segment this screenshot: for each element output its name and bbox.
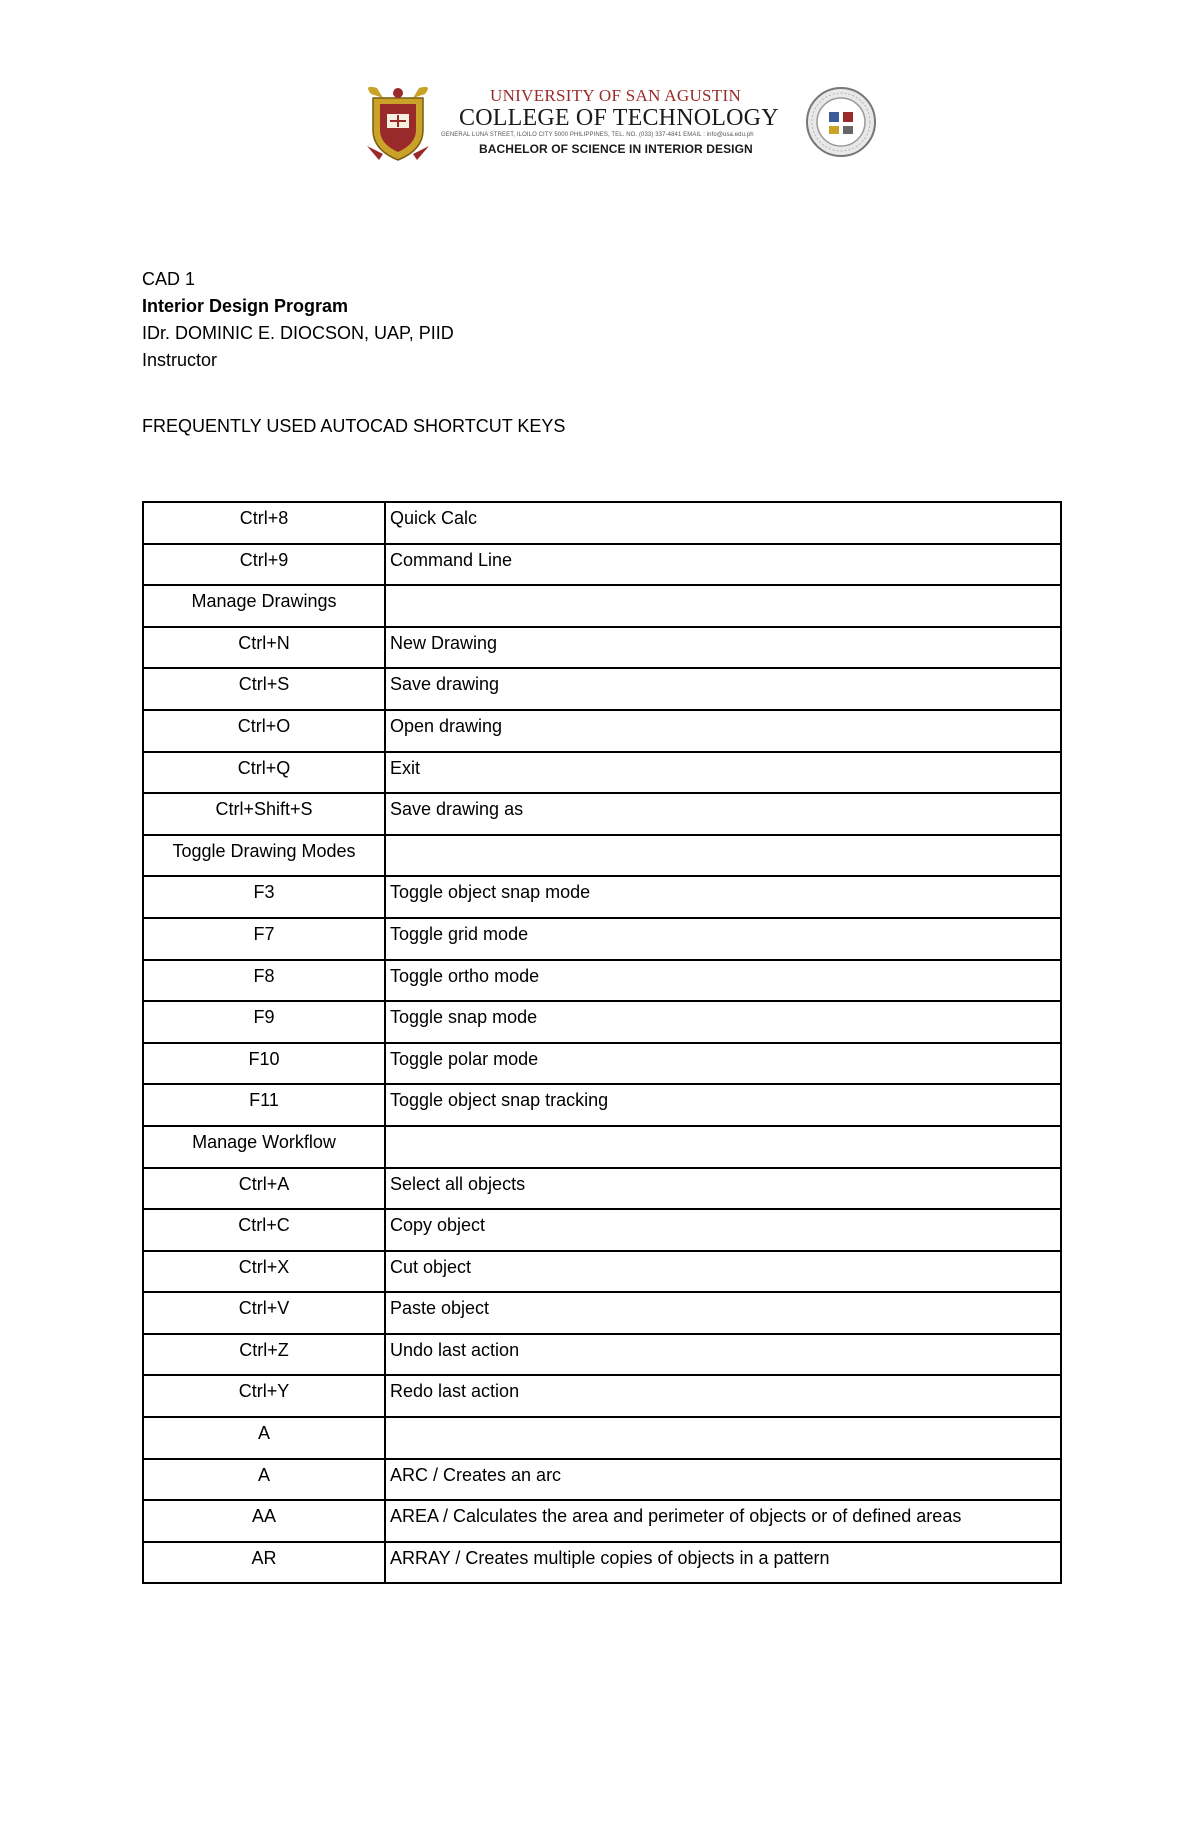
table-row [143, 1500, 1061, 1542]
shortcut-key-cell: Ctrl+A [143, 1168, 385, 1210]
table-row [143, 752, 1061, 794]
table-row [143, 1043, 1061, 1085]
shortcut-key-cell: F9 [143, 1001, 385, 1043]
table-row [143, 876, 1061, 918]
university-name: UNIVERSITY OF SAN AGUSTIN [490, 86, 742, 105]
table-row [143, 710, 1061, 752]
table-row [143, 1292, 1061, 1334]
shortcut-description-cell: Toggle object snap mode [385, 876, 1061, 918]
table-row [143, 668, 1061, 710]
shortcut-key-cell: Ctrl+Z [143, 1334, 385, 1376]
shortcut-key-cell: F3 [143, 876, 385, 918]
shortcut-description-cell: Toggle snap mode [385, 1001, 1061, 1043]
shortcut-key-cell: Ctrl+Shift+S [143, 793, 385, 835]
shortcut-key-cell: Ctrl+O [143, 710, 385, 752]
shortcut-description-cell: Toggle polar mode [385, 1043, 1061, 1085]
shortcut-key-cell: AA [143, 1500, 385, 1542]
table-row [143, 1001, 1061, 1043]
shortcut-key-cell: Ctrl+C [143, 1209, 385, 1251]
shortcut-description-cell: Redo last action [385, 1375, 1061, 1417]
table-row [143, 502, 1061, 544]
shortcut-description-cell: Paste object [385, 1292, 1061, 1334]
shortcut-description-cell: Quick Calc [385, 502, 1061, 544]
shortcut-key-cell: Ctrl+X [143, 1251, 385, 1293]
shortcut-key-cell: F11 [143, 1084, 385, 1126]
shortcut-description-cell [385, 1417, 1061, 1459]
table-row [143, 585, 1061, 627]
instructor-name: IDr. DOMINIC E. DIOCSON, UAP, PIID [142, 323, 454, 343]
shortcut-description-cell: Select all objects [385, 1168, 1061, 1210]
shortcut-description-cell: Toggle object snap tracking [385, 1084, 1061, 1126]
shortcut-key-cell: Ctrl+Y [143, 1375, 385, 1417]
shortcut-table-body [143, 502, 1061, 1583]
table-row [143, 1251, 1061, 1293]
shortcut-description-cell: Save drawing [385, 668, 1061, 710]
shortcut-description-cell: ARC / Creates an arc [385, 1459, 1061, 1501]
shortcut-description-cell: Command Line [385, 544, 1061, 586]
shortcut-key-cell: F8 [143, 960, 385, 1002]
degree-program: BACHELOR OF SCIENCE IN INTERIOR DESIGN [479, 142, 753, 156]
shortcut-key-cell: F10 [143, 1043, 385, 1085]
shortcut-key-cell: AR [143, 1542, 385, 1584]
table-row [143, 1459, 1061, 1501]
shortcut-description-cell: Copy object [385, 1209, 1061, 1251]
shortcut-description-cell: Save drawing as [385, 793, 1061, 835]
table-row [143, 1417, 1061, 1459]
table-row [143, 1334, 1061, 1376]
table-row [143, 960, 1061, 1002]
table-row [143, 793, 1061, 835]
document-title: FREQUENTLY USED AUTOCAD SHORTCUT KEYS [142, 416, 566, 436]
table-row [143, 1209, 1061, 1251]
table-row [143, 1084, 1061, 1126]
shortcut-description-cell: ARRAY / Creates multiple copies of objects in a pattern [385, 1542, 1061, 1584]
shortcut-description-cell [385, 1126, 1061, 1168]
shortcut-key-cell: Manage Workflow [143, 1126, 385, 1168]
table-row [143, 1168, 1061, 1210]
shortcut-description-cell: Undo last action [385, 1334, 1061, 1376]
shortcut-key-cell: Toggle Drawing Modes [143, 835, 385, 877]
shortcut-key-cell: Ctrl+S [143, 668, 385, 710]
table-row [143, 1542, 1061, 1584]
program-name: Interior Design Program [142, 296, 349, 316]
shortcut-description-cell: Toggle grid mode [385, 918, 1061, 960]
shortcut-key-cell: Ctrl+9 [143, 544, 385, 586]
shortcut-key-cell: F7 [143, 918, 385, 960]
table-row [143, 1375, 1061, 1417]
shortcut-key-cell: A [143, 1417, 385, 1459]
shortcut-key-cell: A [143, 1459, 385, 1501]
course-code: CAD 1 [142, 269, 196, 289]
shortcut-table [142, 501, 1062, 1584]
instructor-role: Instructor [142, 350, 218, 370]
shortcut-key-cell: Ctrl+8 [143, 502, 385, 544]
shortcut-key-cell: Manage Drawings [143, 585, 385, 627]
table-row [143, 544, 1061, 586]
shortcut-description-cell [385, 585, 1061, 627]
shortcut-description-cell: AREA / Calculates the area and perimeter of objects or of defined areas [385, 1500, 1061, 1542]
shortcut-key-cell: Ctrl+V [143, 1292, 385, 1334]
table-row [143, 627, 1061, 669]
college-seal-logo [805, 86, 877, 158]
shortcut-description-cell: Exit [385, 752, 1061, 794]
college-address: GENERAL LUNA STREET, ILOILO CITY 5000 PHILIPPINES, TEL. NO. (033) 337-4841 EMAIL : info@usa.edu.ph [441, 132, 754, 138]
letterhead [355, 78, 875, 178]
shortcut-description-cell: Toggle ortho mode [385, 960, 1061, 1002]
shortcut-description-cell: Open drawing [385, 710, 1061, 752]
college-name: COLLEGE OF TECHNOLOGY [459, 105, 779, 131]
university-crest-logo [363, 84, 433, 164]
shortcut-description-cell [385, 835, 1061, 877]
table-row [143, 918, 1061, 960]
course-info [142, 266, 454, 374]
shortcut-description-cell: Cut object [385, 1251, 1061, 1293]
shortcut-description-cell: New Drawing [385, 627, 1061, 669]
table-row [143, 835, 1061, 877]
shortcut-key-cell: Ctrl+N [143, 627, 385, 669]
shortcut-key-cell: Ctrl+Q [143, 752, 385, 794]
table-row [143, 1126, 1061, 1168]
